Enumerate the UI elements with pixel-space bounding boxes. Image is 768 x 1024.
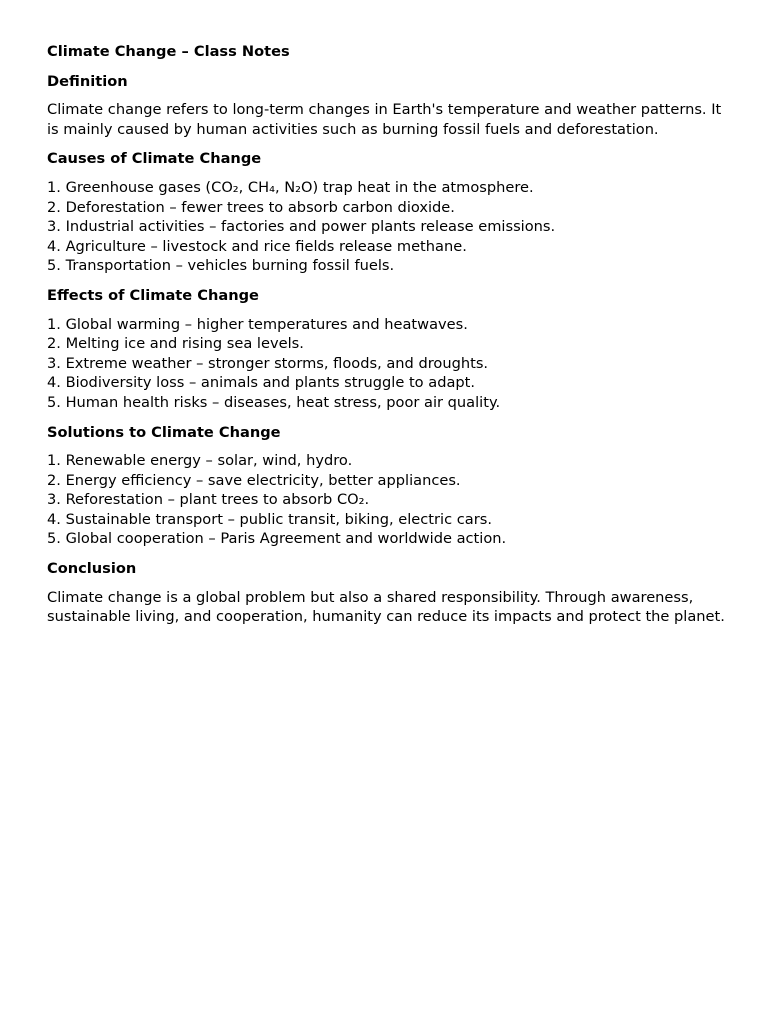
- solutions-heading: Solutions to Climate Change: [47, 423, 281, 441]
- conclusion-heading: Conclusion: [47, 560, 137, 578]
- definition-heading: Definition: [47, 72, 128, 90]
- causes-heading: Causes of Climate Change: [47, 150, 262, 168]
- list-item: 2. Deforestation – fewer trees to absorb carbon dioxide.: [47, 198, 455, 216]
- list-item: 4. Sustainable transport – public transit, biking, electric cars.: [47, 510, 492, 528]
- list-item: 3. Reforestation – plant trees to absorb CO₂.: [47, 491, 370, 509]
- solutions-list: [47, 451, 737, 549]
- effects-list: [47, 315, 737, 413]
- conclusion-text: Climate change is a global problem but also a shared responsibility. Through awareness, sustainable living, and cooperation, humanity can reduce its impacts and protect the planet.: [47, 588, 725, 626]
- document-page: [47, 42, 737, 637]
- effects-heading: Effects of Climate Change: [47, 286, 259, 304]
- list-item: 4. Agriculture – livestock and rice fields release methane.: [47, 237, 467, 255]
- list-item: 5. Human health risks – diseases, heat stress, poor air quality.: [47, 393, 501, 411]
- list-item: 2. Energy efficiency – save electricity, better appliances.: [47, 471, 461, 489]
- definition-text: Climate change refers to long-term changes in Earth's temperature and weather patterns. It is mainly caused by human activities such as burning fossil fuels and deforestation.: [47, 101, 722, 138]
- causes-list: [47, 178, 737, 276]
- list-item: 1. Renewable energy – solar, wind, hydro.: [47, 452, 353, 470]
- list-item: 5. Transportation – vehicles burning fossil fuels.: [47, 257, 395, 275]
- document-title: Climate Change – Class Notes: [47, 43, 290, 60]
- list-item: 4. Biodiversity loss – animals and plants struggle to adapt.: [47, 374, 476, 392]
- list-item: 3. Industrial activities – factories and power plants release emissions.: [47, 218, 556, 236]
- list-item: 5. Global cooperation – Paris Agreement and worldwide action.: [47, 530, 507, 548]
- list-item: 1. Greenhouse gases (CO₂, CH₄, N₂O) trap heat in the atmosphere.: [47, 178, 534, 196]
- list-item: 2. Melting ice and rising sea levels.: [47, 335, 304, 353]
- list-item: 3. Extreme weather – stronger storms, floods, and droughts.: [47, 354, 489, 372]
- list-item: 1. Global warming – higher temperatures and heatwaves.: [47, 315, 468, 333]
